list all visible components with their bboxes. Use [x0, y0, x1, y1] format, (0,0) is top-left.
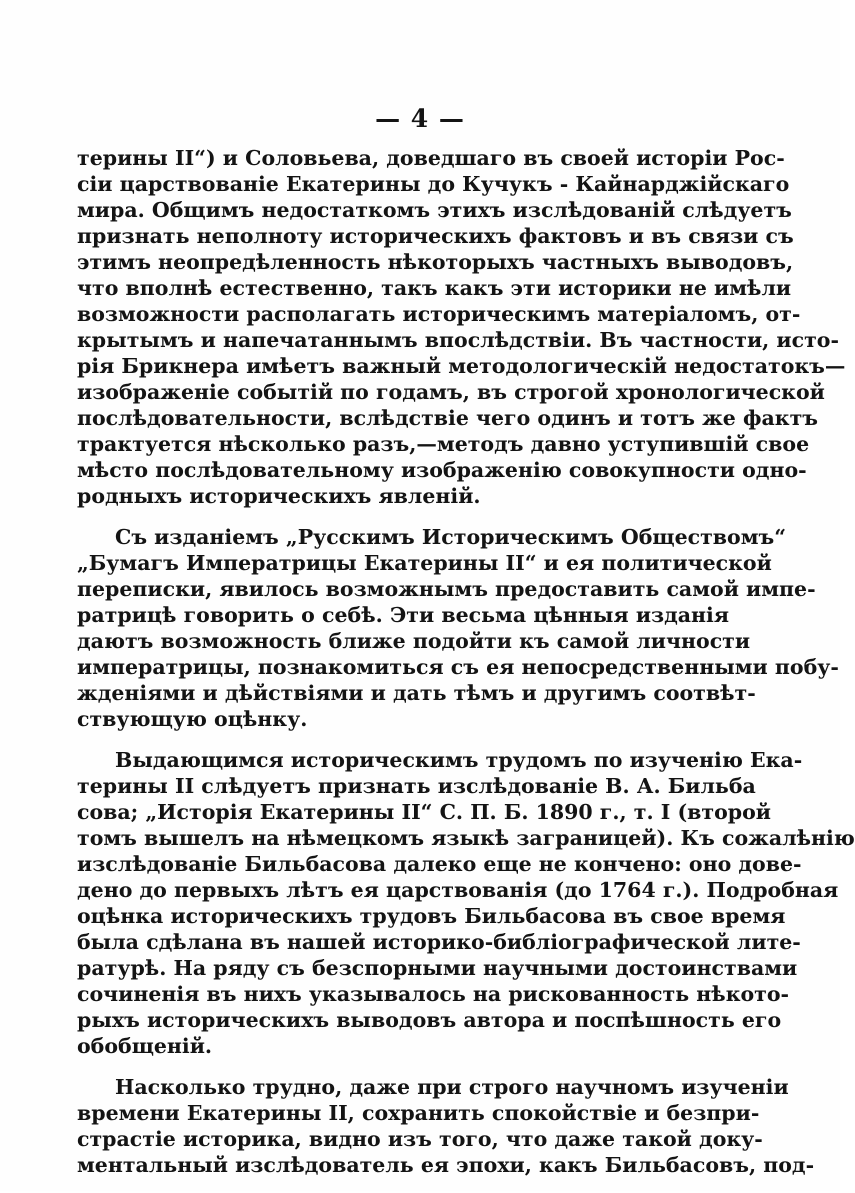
text-line: терины II слѣдуетъ признать изслѣдованіе В. А. Бильба [77, 774, 756, 798]
text-line: переписки, явилось возможнымъ предоставить самой импе- [77, 577, 816, 601]
text-line: трактуется нѣсколько разъ,—методъ давно уступившій свое [77, 432, 810, 456]
text-line: Съ изданіемъ „Русскимъ Историческимъ Обществомъ“ [115, 525, 787, 549]
text-line: этимъ неопредѣленность нѣкоторыхъ частныхъ выводовъ, [77, 250, 794, 274]
text-line: возможности располагать историческимъ матеріаломъ, от- [77, 302, 801, 326]
text-line: оцѣнка историческихъ трудовъ Бильбасова въ свое время [77, 904, 786, 928]
text-line: крытымъ и напечатаннымъ впослѣдствіи. Въ частности, исто- [77, 328, 839, 352]
text-line: терины II“) и Соловьева, доведшаго въ своей исторіи Рос- [77, 146, 785, 170]
text-line: Выдающимся историческимъ трудомъ по изученію Ека- [115, 748, 803, 772]
text-line: жденіями и дѣйствіями и дать тѣмъ и другимъ соотвѣт- [77, 681, 756, 705]
text-line: „Бумагъ Императрицы Екатерины II“ и ея политической [77, 551, 772, 575]
text-line: была сдѣлана въ нашей историко-библіографической лите- [77, 930, 801, 954]
text-line: Насколько трудно, даже при строго научномъ изученіи [115, 1075, 789, 1099]
text-line: родныхъ историческихъ явленій. [77, 484, 481, 508]
text-line: императрицы, познакомиться съ ея непосредственными побу- [77, 655, 839, 679]
text-line: томъ вышелъ на нѣмецкомъ языкѣ заграницей). Къ сожалѣнію [77, 826, 855, 850]
paragraph-4 [77, 1074, 815, 1178]
text-line: дено до первыхъ лѣтъ ея царствованія (до 1764 г.). Подробная [77, 878, 839, 902]
text-line: страстіе историка, видно изъ того, что даже такой доку- [77, 1127, 763, 1151]
paragraph-3 [77, 747, 855, 1059]
paragraph-1 [77, 145, 846, 509]
text-line: изображеніе событій по годамъ, въ строгой хронологической [77, 380, 825, 404]
text-line: ментальный изслѣдователь ея эпохи, какъ Бильбасовъ, под- [77, 1153, 815, 1177]
text-line: даютъ возможность ближе подойти къ самой личности [77, 629, 751, 653]
paragraph-2 [77, 524, 839, 732]
text-line: рыхъ историческихъ выводовъ автора и поспѣшность его [77, 1008, 782, 1032]
text-line: мира. Общимъ недостаткомъ этихъ изслѣдованій слѣдуетъ [77, 198, 792, 222]
text-line: ратурѣ. На ряду съ безспорными научными достоинствами [77, 956, 798, 980]
text-line: мѣсто послѣдовательному изображенію совокупности одно- [77, 458, 807, 482]
page-number: — 4 — [375, 104, 465, 133]
text-line: изслѣдованіе Бильбасова далеко еще не кончено: оно дове- [77, 852, 802, 876]
text-line: признать неполноту историческихъ фактовъ и въ связи съ [77, 224, 794, 248]
text-line: послѣдовательности, вслѣдствіе чего одинъ и тотъ же фактъ [77, 406, 818, 430]
text-line: ствующую оцѣнку. [77, 707, 308, 731]
text-line: ратрицѣ говорить о себѣ. Эти весьма цѣнныя изданія [77, 603, 729, 627]
body-text [77, 145, 855, 1193]
text-line: сова; „Исторія Екатерины II“ С. П. Б. 1890 г., т. I (второй [77, 800, 772, 824]
text-line: сочиненія въ нихъ указывалось на рискованность нѣкото- [77, 982, 790, 1006]
text-line: сіи царствованіе Екатерины до Кучукъ - Кайнарджійскаго [77, 172, 790, 196]
text-line: что вполнѣ естественно, такъ какъ эти историки не имѣли [77, 276, 792, 300]
text-line: обобщеній. [77, 1034, 213, 1058]
text-line: времени Екатерины II, сохранить спокойствіе и безпри- [77, 1101, 760, 1125]
text-line: рія Брикнера имѣетъ важный методологическій недостатокъ— [77, 354, 846, 378]
